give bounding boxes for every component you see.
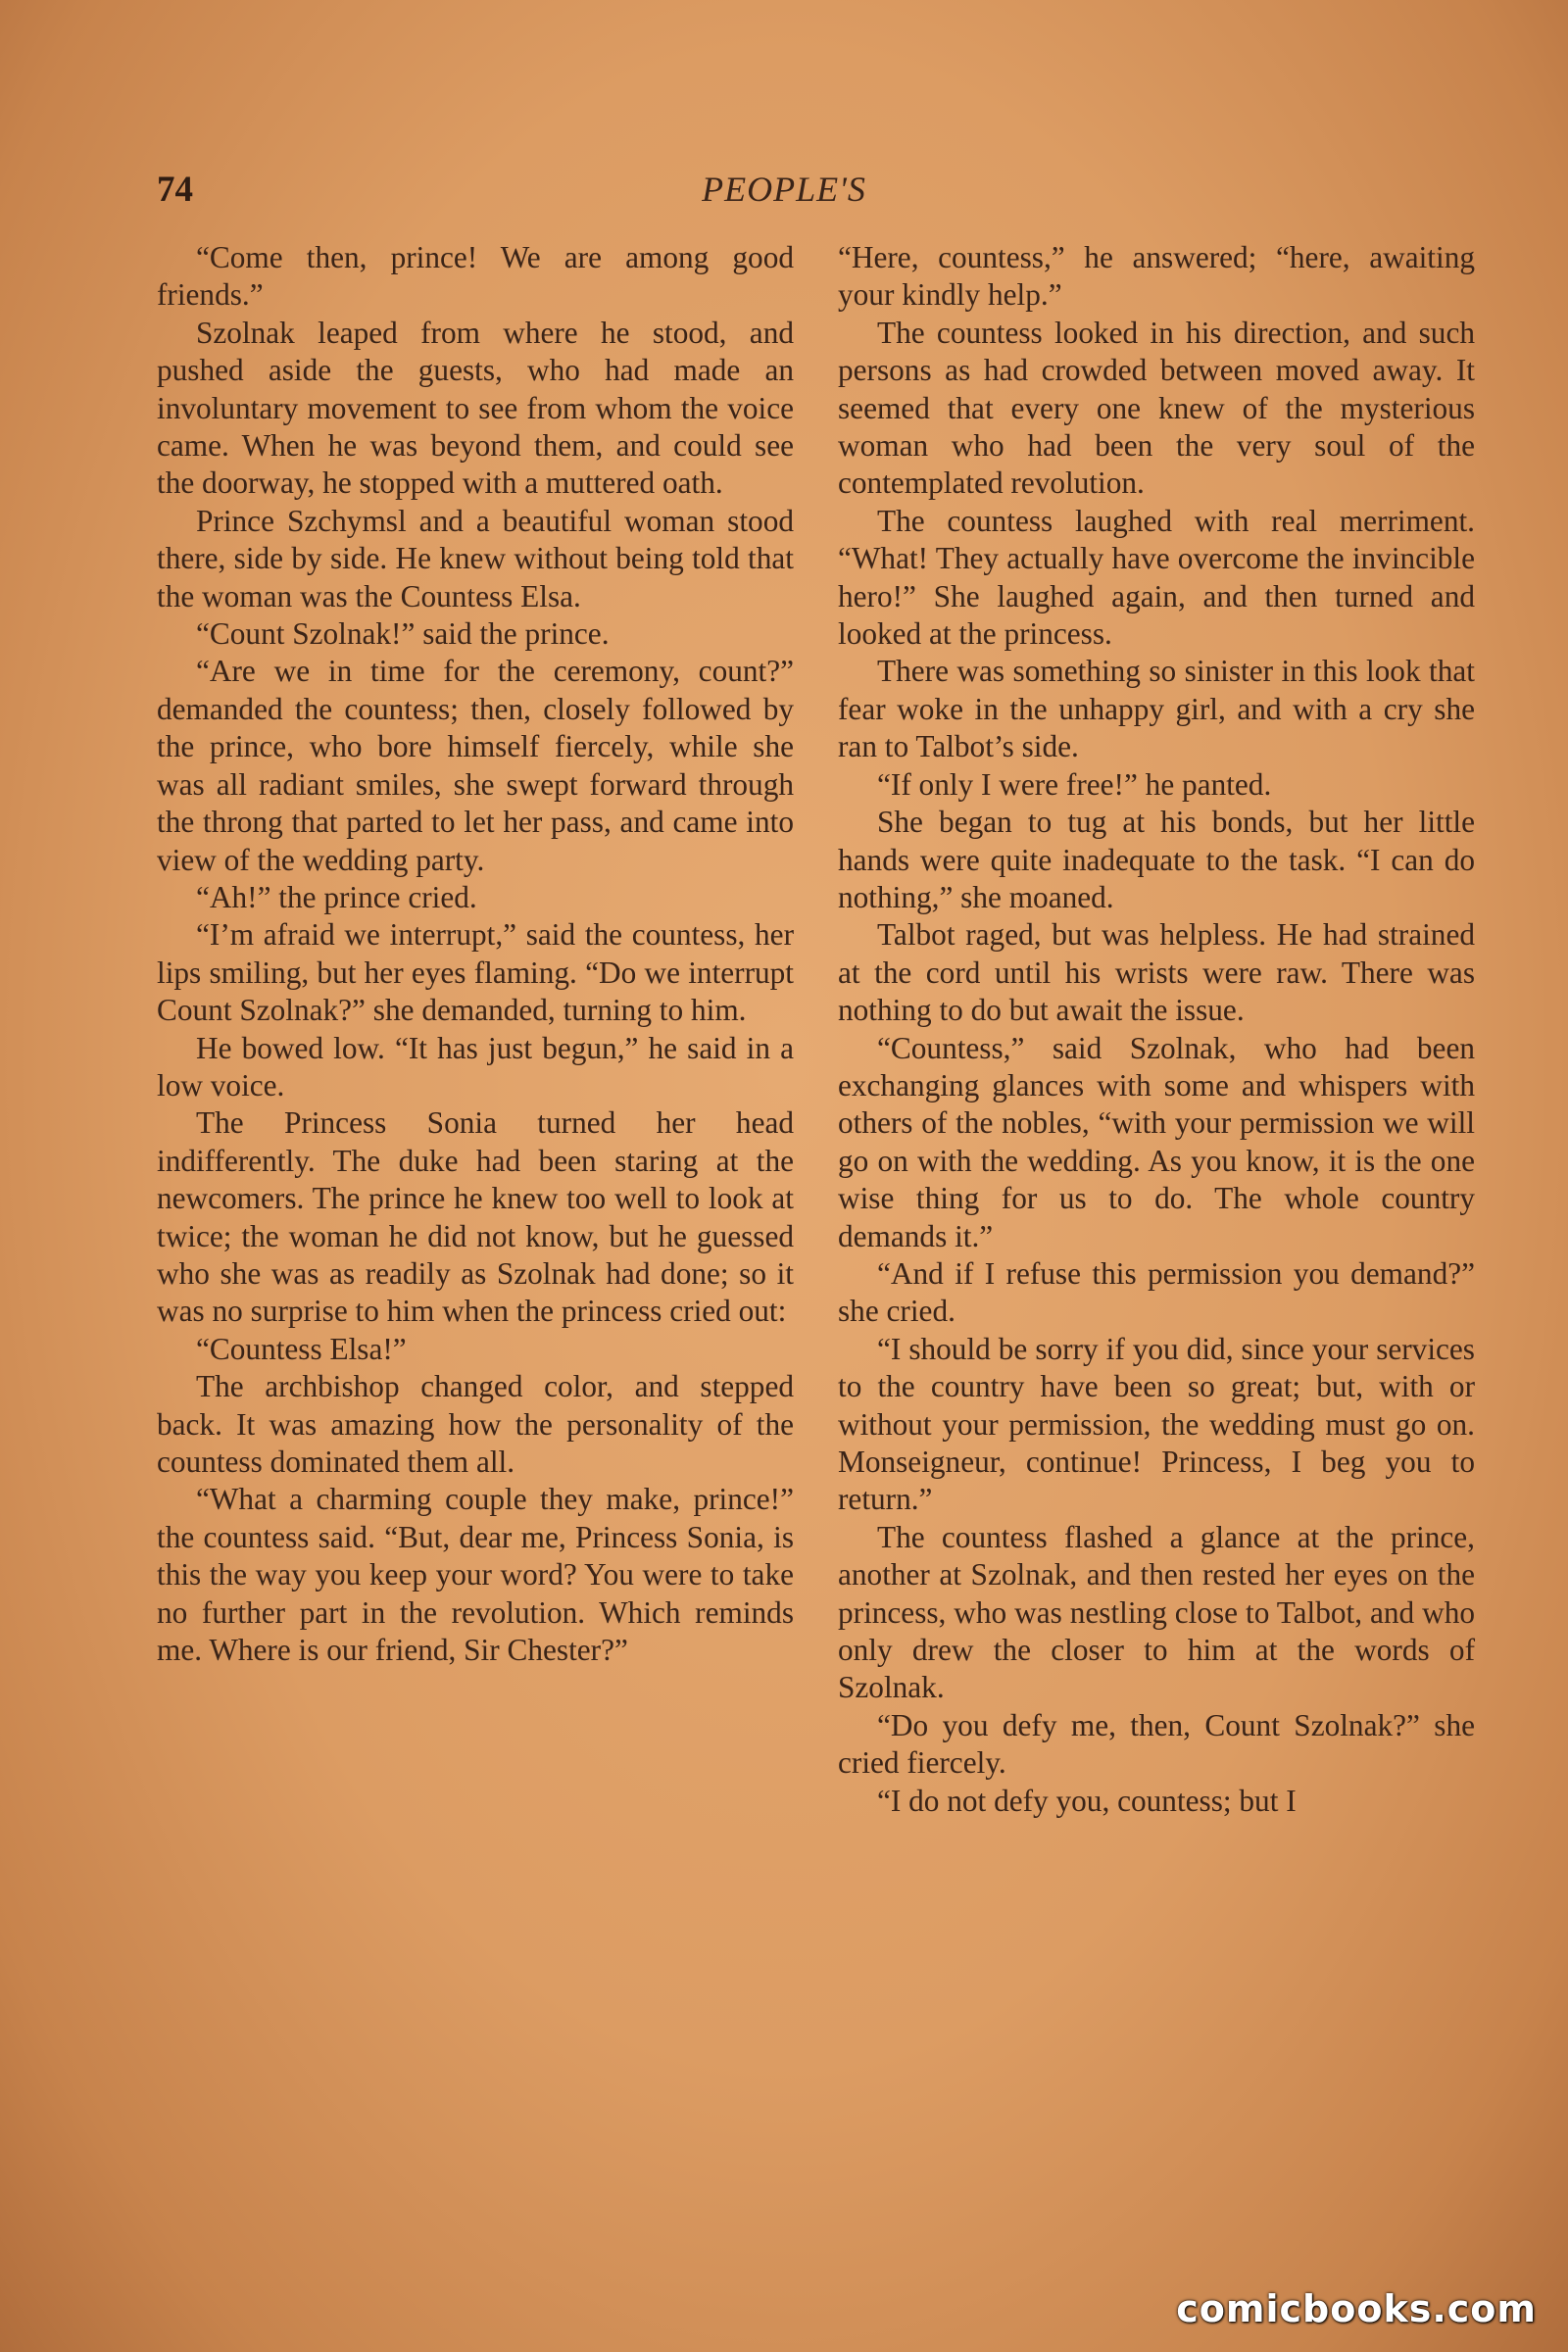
paragraph: The Princess Sonia turned her head indifferently. The duke had been staring at the newcomers. The prince he knew too well to look at twice; the woman he did not know, but he guessed who she was as readily as Szolnak had done; so it was no surprise to him when the princess cried out: (157, 1105, 794, 1329)
paragraph: There was something so sinister in this look that fear woke in the unhappy girl, and with a cry she ran to Talbot’s side. (838, 654, 1475, 764)
paragraph: “What a charming couple they make, prince!” the countess said. “But, dear me, Princess Sonia, is this the way you keep your word? You were to take no further part in the revolution. Which reminds me. Where is our friend, Sir Chester?” (157, 1482, 794, 1668)
paragraph: “I should be sorry if you did, since your services to the country have been so great; but, with or without your permission, the wedding must go on. Monseigneur, continue! Princess, I beg you to return.” (838, 1331, 1475, 1517)
paragraph: The countess laughed with real merriment. “What! They actually have overcome the invincible hero!” She laughed again, and then turned and looked at the princess. (838, 503, 1475, 652)
paragraph: “I do not defy you, countess; but I (877, 1783, 1297, 1818)
paragraph: “If only I were free!” he panted. (877, 766, 1272, 802)
paragraph: “Countess Elsa!” (196, 1331, 407, 1366)
watermark: comicbooks.com (1176, 2287, 1537, 2330)
paragraph: She began to tug at his bonds, but her little hands were quite inadequate to the task. “I can do nothing,” she moaned. (838, 805, 1475, 914)
paragraph: “And if I refuse this permission you demand?” she cried. (838, 1255, 1475, 1329)
paragraph: “Come then, prince! We are among good friends.” (157, 240, 794, 313)
paragraph: Talbot raged, but was helpless. He had strained at the cord until his wrists were raw. There was nothing to do but await the issue. (838, 917, 1475, 1028)
left-column (157, 239, 794, 1669)
paragraph: “Are we in time for the ceremony, count?” demanded the countess; then, closely followed by the prince, who bore himself fiercely, while she was all radiant smiles, she swept forward through the throng that parted to let her pass, and came into view of the wedding party. (157, 654, 794, 877)
paragraph: The archbishop changed color, and stepped back. It was amazing how the personality of the countess dominated them all. (157, 1369, 794, 1479)
paragraph: He bowed low. “It has just begun,” he said in a low voice. (157, 1030, 794, 1102)
paragraph: “I’m afraid we interrupt,” said the countess, her lips smiling, but her eyes flaming. “Do we interrupt Count Szolnak?” she demanded, turning to him. (157, 917, 794, 1028)
paragraph: The countess flashed a glance at the prince, another at Szolnak, and then rested her eyes on the princess, who was nestling close to Talbot, and who only drew the closer to him at the words of Szolnak. (838, 1519, 1475, 1705)
page-number: 74 (157, 170, 193, 210)
paragraph: The countess looked in his direction, and such persons as had crowded between moved away. It seemed that every one knew of the mysterious woman who had been the very soul of the contemplated revolution. (838, 315, 1475, 501)
paragraph: “Do you defy me, then, Count Szolnak?” she cried fiercely. (838, 1707, 1475, 1781)
paragraph: “Count Szolnak!” said the prince. (196, 616, 610, 652)
paragraph: “Countess,” said Szolnak, who had been exchanging glances with some and whispers with others of the nobles, “with your permission we will go on with the wedding. As you know, it is the one wise thing for us to do. The whole country demands it.” (838, 1030, 1475, 1253)
running-head: PEOPLE'S (702, 170, 866, 209)
paragraph: Szolnak leaped from where he stood, and pushed aside the guests, who had made an involuntary movement to see from whom the voice came. When he was beyond them, and could see the doorway, he stopped with a muttered oath. (157, 315, 794, 501)
paragraph: “Here, countess,” he answered; “here, awaiting your kindly help.” (838, 240, 1475, 313)
paragraph: “Ah!” the prince cried. (196, 879, 477, 914)
paragraph: Prince Szchymsl and a beautiful woman stood there, side by side. He knew without being told that the woman was the Countess Elsa. (157, 503, 794, 613)
right-column (838, 239, 1475, 1820)
